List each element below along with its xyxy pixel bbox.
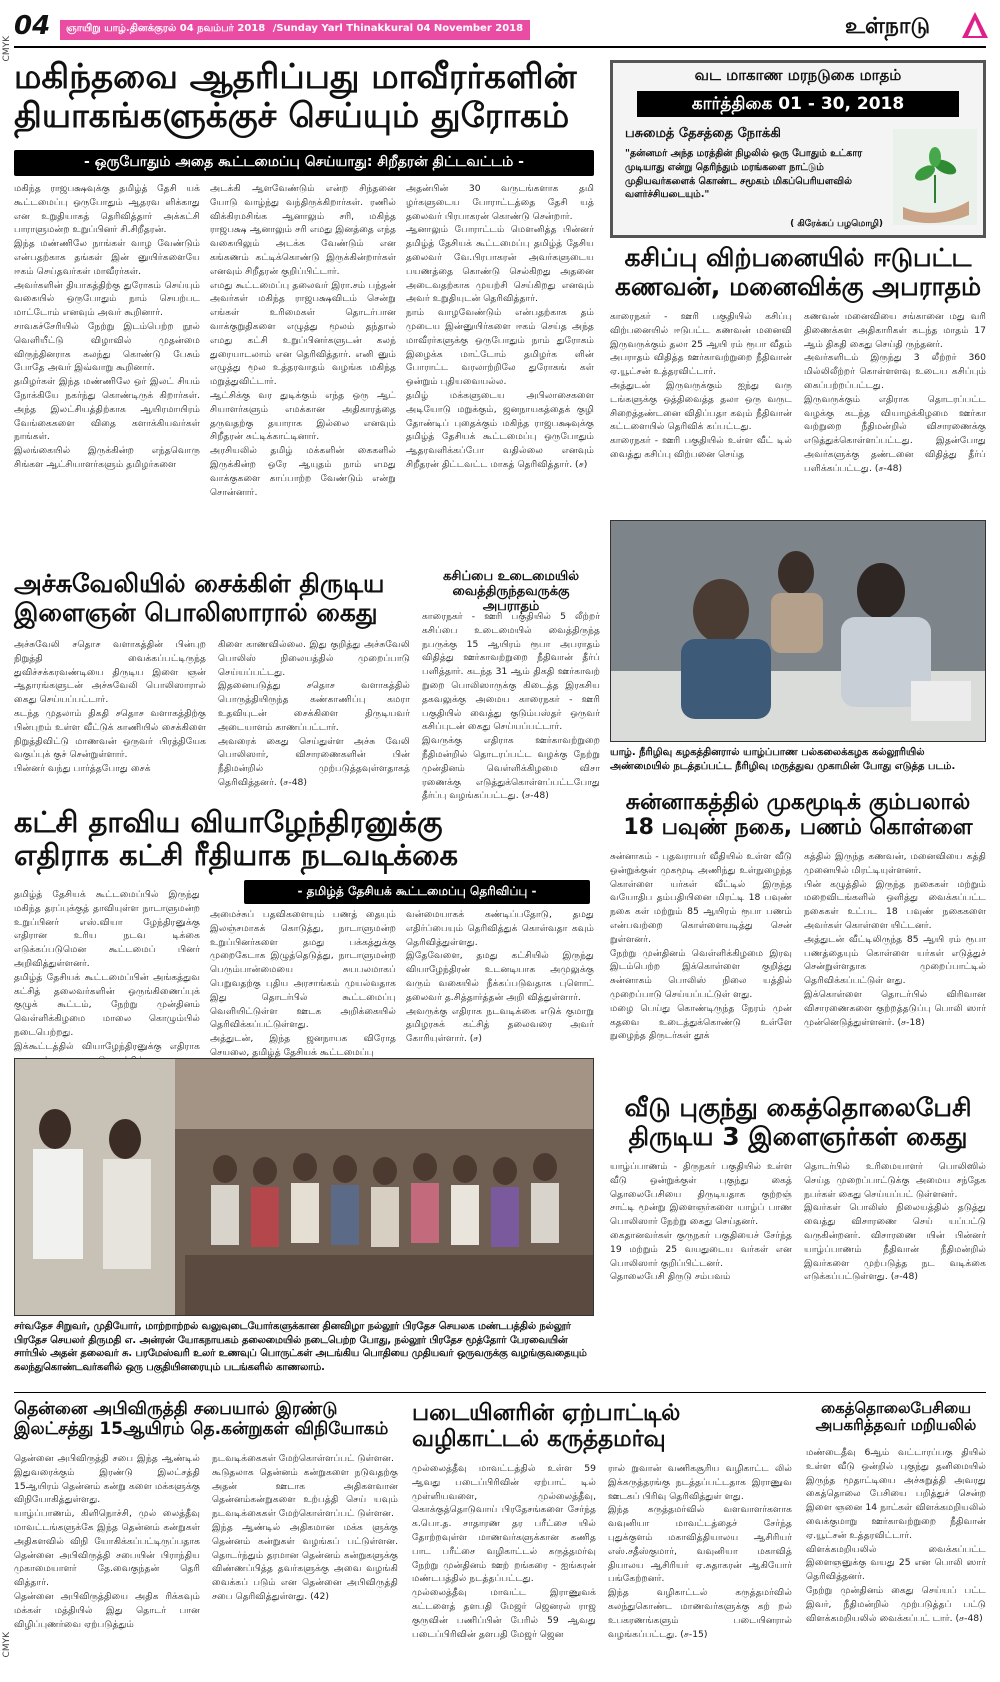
story1-col1: மகிந்த ராஜபக்ஷவுக்கு தமிழ்த் தேசி யக் கூட்டமைப்பு ஒருபோதும் ஆதரவ ளிக்காது என உறுதியாகத் தெரிவித்தார் அக்கட்சி பாராளுமன்ற உறுப்பினர் சி.சிறீதரன். இந்த மண்ணிலே நாங்கள் வாழ வேண்டும் என்பதற்காக தங்கள் இன் னுயிர்களையே ஈகம் செய்தவர்கள் மாவீரர்கள். அவர்களின் தியாகத்திற்கு துரோகம் செய்யும் வகையில் ஒருபோதும் நாம் செயற்பட மாட்டோம் எனவும் அவர் கூறினார். சாவகச்சேரியில் நேற்று இடம்பெற்ற நூல் வெளியீட்டு விழாவில் முதன்மை விருந்தினராக கலந்து கொண்டு பேசும் போதே அவர் இவ்வாறு கூறினார். தமிழர்கள் இந்த மண்ணிலே ஒர் இலட் சியம் நோக்கியே நகர்ந்து கொண்டிருக் கிறார்கள். அந்த இலட்சியத்திற்காக ஆயிரமாயிரம் வேங்கைகளை விதை களாக்கியவர்கள் நாங்கள். இலங்கையில் இருக்கின்ற எந்தவொரு சிங்கள ஆட்சியாளர்களும் தமிழர்களை (14, 183, 200, 470)
story9-headline-line2: வழிகாட்டல் கருத்தமர்வு (412, 1426, 666, 1453)
story-phone-theft-arrest (610, 1094, 986, 1386)
story-coconut-seedlings (14, 1400, 402, 1678)
story8-col1: தென்னை அபிவிருத்தி சபை இந்த ஆண்டில் இதுவரைக்கும் இரண்டு இலட்சத்தி 15ஆயிரம் தென்னம் கன்று களை மக்களுக்கு விநியோகித்துள்ளது. யாழ்ப்பாணம், கிளிநொச்சி, முல் லைத்தீவு மாவட்டங்களுக்கே இந்த தென்னம் கன்றுகள் அதிகளவில் விநி யோகிக்கப்பட்டிருப்பதாக தென்னை அபிவிருத்தி சபையின் பிராந்திய முகாமையாளர் தே.வைகுந்தன் தெரி வித்தார். தென்னை அபிவிருத்தியை அதிக ரிக்கவும் மக்கள் மத்தியில் இது தொடர் பான விழிப்புணர்வை ஏற்படுத்தும் (14, 1453, 200, 1630)
story8-headline (14, 1400, 402, 1439)
story2-headline-line1: கசிப்பு விற்பனையில் ஈடுபட்ட (624, 243, 972, 272)
story2-col2: கணவன் மனைவியை சங்கானை மது வரி திணைக்கள அதிகாரிகள் கடந்த மாதம் 17 ஆம் திகதி கைது செய்தி ருந்தனர். அவர்களிடம் இருந்து 3 லீற்றர் 360 மில்லிலீற்றர் கொள்ளளவு உடைய கசிப்பும் கைப்பற்றப்பட்டது. இருவருக்கும் எதிராக தொடரப்பட்ட வழக்கு கடந்த வியாழக்கிழமை ஊர்கா வற்றுறை நீதிமன்றில் விசாரணைக்கு எடுத்துக்கொள்ளப்பட்டது. இதன்போது அவர்களுக்கு தண்டனை விதித்து தீர்ப் பளிக்கப்பட்டது. (ச-48) (804, 311, 986, 474)
diabetes-camp-caption: யாழ். நீரிழிவு கழகத்தினரால் யாழ்ப்பாண பல்கலைக்கழக கல்லூரியில் அண்மையில் நடத்தப்பட்ட நீரிழிவு மருத்துவ முகாமின் போது எடுத்த படம். (610, 747, 956, 772)
story-liquor-possession-fine (422, 570, 600, 800)
story4-body: காரைநகர் - ஊரி பகுதியில் 5 லீற்றர் கசிப்பை உடைமையில் வைத்திருந்த நபருக்கு 15 ஆயிரம் ரூபா அபராதம் விதித்து ஊர்காவற்றுறை நீதிவான் தீர்ப் பளித்தார். கடந்த 31 ஆம் திகதி ஊர்காவற் றுறை பொலிஸாருக்கு கிடைத்த இரகசிய தகவலுக்கு அமைய காரைநகர் - ஊரி பகுதியில் வைத்து குடும்பஸ்தர் ஒருவர் கசிப்புடன் கைது செய்யப்பட்டார். இவருக்கு எதிராக ஊர்காவற்றுறை நீதிமன்றில் தொடரப்பட்ட வழக்கு நேற்று முன்தினம் வெள்ளிக்கிழமை விசா ரணைக்கு எடுத்துக்கொள்ளப்பட்டபோது தீர்ப்பு வழங்கப்பட்டது. (ச-48) (422, 611, 600, 802)
story3-col1: அச்சுவேலி சதொச வளாகத்தின் பின்புற நிறுத்தி வைக்கப்பட்டிருந்த துவிச்சக்கரவண்டியை திருடிய இளை ஞன் ஆதாரங்களுடன் அச்சுவேலி பொலிஸாரால் கைது செய்யப்பட்டார். கடந்த முதலாம் திகதி சதொச வளாகத்திற்கு பின்புறம் உள்ள வீட்டுக் காணியில் சைக்கிளை நிறுத்திவிட்டு மாணவன் ஒருவர் பிரத்தியேக வகுப்புக் குச் சென்றுள்ளார். பின்னர் வந்து பார்த்தபோது சைக் (14, 639, 206, 775)
story-masked-robbery (610, 790, 986, 1082)
story10-headline-line2: அபகரித்தவர் மறியலில் (815, 1416, 977, 1435)
story10-body: மண்டைதீவு 6ஆம் வட்டாரப்பகு தியில் உள்ள வீடு ஒன்றில் புகுந்து தனிமையில் இருந்த மூதாட்டியை அச்சுறுத்தி அவரது கைத்தொலை பேசியை பறித்துச் சென்ற இளை ஞனை 14 நாட்கள் விளக்கமறியலில் வைக்குமாறு ஊர்காவற்றுறை நீதிவான் ஏ.யூட்சன் உத்தரவிட்டார். விளக்கமறியலில் வைக்கப்பட்ட இளைஞனுக்கு வயது 25 என பொலி ஸார் தெரிவித்தனர். நேற்று முன்தினம் கைது செய்யப் பட்ட இவர், நீதிமன்றில் முற்படுத்தப் பட்டு விளக்கமறியலில் வைக்கப்பட் டார். (ச-48) (806, 1447, 986, 1624)
story5-col2: அமைச்சுப் பதவிகளையும் பணத் தையும் இலஞ்சமாகக் கொடுத்து, நாடாளுமன்ற உறுப்பினர்களை தமது பக்கத்துக்கு முறைகேடாக இழுத்தெடுத்து, நாடாளுமன்ற பெரும்பான்மையை சுயபலமாகப் பெறுவதற்கு புதிய அரசாங்கம் முயல்வதாக இது தொடர்பில் கூட்டமைப்பு வெளியிட்டுள்ள ஊடக அறிக்கையில் தெரிவிக்கப்பட்டுள்ளது. அத்துடன், இந்த ஜனநாயக விரோத செயலை, தமிழ்த் தேசியக் கூட்டமைப்பு (210, 909, 396, 1058)
box-dates: கார்த்திகை 01 - 30, 2018 (637, 91, 959, 117)
story4-headline-line2: வைத்திருந்தவருக்கு அபராதம் (452, 583, 570, 614)
box-subtitle: பசுமைத் தேசத்தை நோக்கி (625, 126, 781, 141)
story5-headline-line1: கட்சி தாவிய வியாழேந்திரனுக்கு (14, 805, 443, 839)
date-line-tamil: ஞாயிறு யாழ்.தினக்குரல் 04 நவம்பர் 2018 (66, 23, 266, 34)
story7-col1: யாழ்ப்பாணம் - திருநகர் பகுதியில் உள்ள வீடு ஒன்றுக்குள் புகுந்து கைத் தொலைபேசியை திருடியதாக குற்றஞ் சாட்டி மூன்று இளைஞர்களை யாழ்ப் பாண பொலிஸார் நேற்று கைது செய்தனர். கைதானவர்கள் குருநகர் பகுதியைச் சேர்ந்த 19 மற்றும் 25 வயதுடைய வர்கள் என பொலிஸார் குறிப்பிட்டனர். தொலைபேசி திருடு சம்பவம் (610, 1161, 792, 1283)
story10-headline-line1: கைத்தொலைபேசியை (820, 1399, 972, 1417)
story6-headline-line2: 18 பவுண் நகை, பணம் கொள்ளை (623, 815, 973, 841)
story5-col1: தமிழ்த் தேசியக் கூட்டமைப்பில் இருந்து மகிந்த தரப்புக்குத் தாவியுள்ள நாடாளுமன்ற உறுப்பினர் எஸ்.வியா ழேந்திரனுக்கு எதிரான உரிய நடவ டிக்கை எடுக்கப்படுமென கூட்டமைப் பினர் அறிவித்துள்ளனர். தமிழ்த் தேசியக் கூட்டமைப்பின் அங்கத்துவ கட்சித் தலைவர்களின் ஒருங்கிணைப்புக் குழுக் கூட்டம், நேற்று முன்தினம் வெள்ளிக்கிழமை மாலை கொழும்பில் நடைபெற்றது. இக்கூட்டத்தில் வியாழேந்திரனுக்கு எதிராக (14, 889, 200, 1052)
story3-headline-line2: இளைஞன் பொலிஸாரால் கைது (14, 597, 378, 627)
box-title: வட மாகாண மரநடுகை மாதம் (694, 66, 902, 84)
story5-headline-line2: எதிராக கட்சி ரீதியாக நடவடிக்கை (14, 838, 459, 873)
date-line-english: /Sunday Yarl Thinakkural 04 November 2018 (272, 23, 524, 34)
diabetes-camp-photo-block (610, 520, 986, 782)
story9-headline-line1: படையினரின் ஏற்பாட்டில் (412, 1400, 681, 1426)
story9-col1: முல்லைத்தீவு மாவட்டத்தில் உள்ள 59 ஆவது படைப்பிரிவின் ஏற்பாட் டில் முள்ளியவளை, முல்லைத்தீவு, கொக்குத்தொடுவாய் பிரதேசங்களை சேர்ந்த க.பொ.த. சாதாரண தர பரீட்சை யில் தோற்றவுள்ள மாணவர்களுக்கான கணித பாட பரீட்சை வழிகாட்டல் கருத்தமர்வு நேற்று முன்தினம் ஊற் றங்கரை - ஐங்கரன் மண்டபத்தில் நடத்தப்பட்டது. முல்லைத்தீவு மாவட்ட இராணுவக் கட்டளைத் தளபதி மேஜர் ஜெனரல் ராஜ குருவின் பணிப்பின் பேரில் 59 ஆவது படைப்பிரிவின் தளபதி மேஜர் ஜென (412, 1463, 596, 1640)
story8-col2: நடவடிக்கைகள் மேற்கொள்ளப்பட் டுள்ளன. கூடுதலாக தென்னம் கன்றுகளை நடுவதற்கு அதன் ஊடாக அதிகளவான தென்னம்கன்றுகளை உற்பத்தி செய் யவும் நடவடிக்கைகள் மேற்கொள்ளப்பட் டுள்ளன. இந்த ஆண்டில் அதிகமான மக்க ளுக்கு தென்னம் கன்றுகள் வழங்கப் பட்டுள்ளன. தொடர்ந்தும் தரமான தென்னம் கன்றுகளுக்கு விண்ணப்பித்த தவர்களுக்கு அவை வழங்கி வைக்கப் படும் என தென்னை அபிவிருத்தி சபை தெரிவித்துள்ளது. (42) (212, 1453, 398, 1602)
story2-headline-line2: கணவன், மனைவிக்கு அபராதம் (614, 271, 982, 301)
box-attribution: ( கிரேக்கப் பழமொழி) (790, 219, 883, 229)
story4-headline-line1: கசிப்பை உடைமையில் (442, 569, 579, 584)
tree-planting-box (610, 60, 986, 238)
sapling-in-hand-icon (893, 129, 977, 225)
date-bar (60, 20, 530, 40)
story9-col2: ரால் றுவான் வணிகசூரிய வழிகாட்ட லில் இக்கருத்தரங்கு நடத்தப்பட்டதாக இராணுவ ஊடகப் பிரிவு தெரிவித்துள் ளது. இந்த கருத்தமர்வில் வளவாளர்களாக வவுனியா மாவட்டத்தைச் சேர்ந்த புதுக்குளம் மகாவித்தியாலய ஆசிரியர் எஸ்.சதீஸ்குமார், வவுனியா மகாவித் தியாலய ஆசிரியர் ஏ.சுதாகரன் ஆகியோர் பங்கேற்றனர். இந்த வழிகாட்டல் கருத்தமர்வில் கலந்துகொண்ட மாணவர்களுக்கு கற் றல் உபகரணங்களும் படையினரால் வழங்கப்பட்டது. (ச-15) (608, 1463, 792, 1640)
story6-col1: சுன்னாகம் - புதவராயர் வீதியில் உள்ள வீடு ஒன்றுக்குள் முகமூடி அணிந்து உள்நுழைந்த கொள்ளை யர்கள் வீட்டில் இருந்த வயோதிப தம்பதியினை மிரட்டி 18 பவுண் நகை கள் மற்றும் 85 ஆயிரம் ரூபா பணம் என்பவற்றை கொள்ளையடித்து சென் றுள்ளனர். நேற்று முன்தினம் வெள்ளிக்கிழமை இரவு இடம்பெற்ற இக்கொள்ளை குறித்து சுன்னாகம் பொலிஸ் நிலை யத்தில் முறைப்பாடு செய்யப்பட்டுள் ளது. மழை பெய்து கொண்டிருந்த நேரம் முன் கதவை உடைத்துக்கொண்டு உள்ளே நுழைந்த திருடர்கள் தூக் (610, 851, 792, 1042)
story1-col3: அதன்பின் 30 வருடங்களாக தமி ழர்களுடைய போராட்டத்தை தேசி யத் தலைவர் பிரபாகரன் கொண்டு சென்றார். ஆனாலும் போராட்டம் மௌனித்த பின்னர் தமிழ்த் தேசியக் கூட்டமைப்பு தமிழ்த் தேசிய தலைவர் வே.பிரபாகரன் அவர்களுடைய பயணத்தை கொண்டு செல்கிறது அதனை அடைவதற்காக முயற்சி செய்கிறது எனவும் அவர் உறுதியுடன் தெரிவித்தார். நாம் வாழவேண்டும் என்பதற்காக தம் முடைய இன்னுயிர்களை ஈகம் செய்த அந்த மாவீரர்களுக்கு ஒருபோதும் நாம் துரோகம் இழைக்க மாட்டோம் தமிழர்க ளின் போராட்ட வரலாற்றிலே துரோகங் கள் ஒன்றும் புதியவையல்ல. தமிழ் மக்களுடைய அபிலாசைகளை அடியோடு மறுக்கும், ஜனநாயகத்தைக் குழி தோண்டிப் புதைக்கும் மகிந்த ராஜபக்ஷவுக்கு தமிழ்த் தேசியக் கூட்டமைப்பு ஒருபோதும் ஆதரவளிக்கப்போ வதில்லை எனவும் சிறீதரன் திட்டவட்ட மாகத் தெரிவித்தார். (ச) (406, 183, 594, 470)
story9-headline (412, 1400, 796, 1453)
story3-headline-line1: அச்சுவேலியில் சைக்கிள் திருடிய (14, 569, 385, 598)
story7-headline-line2: திருடிய 3 இளைஞர்கள் கைது (628, 1121, 968, 1151)
section-title: உள்நாடு (845, 14, 931, 39)
story3-col2: கிளை காணவில்லை. இது குறித்து அச்சுவேலி பொலிஸ் நிலையத்தில் முறைப்பாடு செய்யப்பட்டது. இதனையடுத்து சதொச வளாகத்தில் பொருத்தியிருந்த கண்காணிப்பு கமரா உதவியுடன் சைக்கிளை திருடியவர் அடையாளம் காணப்பட்டார். அவரைக் கைது செய்துள்ள அச்சு வேலி பொலிஸார், விசாரணைகளின் பின் நீதிமன்றில் முற்படுத்தவுள்ளதாகத் தெரிவித்தனர். (ச-48) (218, 639, 410, 788)
story6-headline (610, 790, 986, 841)
page-number: 04 (14, 11, 51, 41)
story1-headline-line2: தியாகங்களுக்குச் செய்யும் துரோகம் (14, 96, 570, 137)
story-illicit-liquor-fine (610, 244, 986, 512)
section-rule (14, 1392, 986, 1393)
story1-headline (14, 58, 594, 136)
story1-kicker: - ஒருபோதும் அதை கூட்டமைப்பு செய்யாது: சிறீதரன் திட்டவட்டம் - (14, 150, 594, 176)
story8-headline-line1: தென்னை அபிவிருத்தி சபையால் இரண்டு (14, 1399, 338, 1419)
story1-col2: அடக்கி ஆளவேண்டும் என்ற சிந்தனை யோடு வாழ்ந்து வந்திருக்கிறார்கள். ரணில் விக்கிரமசிங்க ஆனாலும் சரி, மகிந்த ராஜபக்ஷ ஆனாலும் சரி எமது இனத்தை எந்த வகையிலும் அடக்க வேண்டும் என கங்கணம் கட்டிக்கொண்டு இருக்கின்றார்கள் எனவும் சிறீதரன் குறிப்பிட்டார். எமது கூட்டமைப்பு தலைவர் இரா.சம் பந்தன் அவர்கள் மகிந்த ராஜபக்ஷவிடம் சென்று எங்கள் உரிமைகள் தொடர்பான வாக்குறுதிகளை எழுத்து மூலம் தந்தால் எமது கட்சி உறுப்பினர்களுடன் கலந் துரையாடலாம் என தெரிவித்தார். எனி னும் எழுத்து மூல உத்தரவாதம் வழங்க மகிந்த மறுத்துவிட்டார். ஆட்சிக்கு வர துடிக்கும் எந்த ஒரு ஆட் சியாளர்களும் எமக்கான அதிகாரத்தை தருவதற்கு தயாராக இல்லை எனவும் சிறீதரன் சுட்டிக்காட்டினார். அரசியலில் தமிழ் மக்களின் கைகளில் இருக்கின்ற ஒரே ஆயுதம் நாம் எமது வாக்குகளை காப்பாற்ற வேண்டும் என்று சொன்னார். (210, 183, 396, 498)
cmyk-mark-bottom: CMYK (2, 1632, 12, 1658)
cmyk-mark-top: CMYK (2, 36, 12, 62)
elders-day-caption: சர்வதேச சிறுவர், முதியோர், மாற்றாற்றல் வலுவுடையோர்களுக்கான தினவிழா நல்லூர் பிரதேச செயலக மண்டபத்தில் நல்லூர் பிரதேச செயலர் திருமதி எ. அன்ரன் யோகநாயகம் தலைமையில் நடைபெற்ற போது, நல்லூர் பிரதேச மூத்தோர் பேரவையின் சார்பில் அதன் தலைவர் சு. பரமேஸ்வரி உலர் உணவுப் பொருட்கள் அடங்கிய பொதியை முதியவர் ஒருவருக்கு வழங்குவதையும் கலந்துகொண்டவர்களில் ஒரு பகுதியினரையும் படங்களில் காணலாம். (14, 1321, 587, 1374)
story8-headline-line2: இலட்சத்து 15ஆயிரம் தெ.கன்றுகள் விநியோகம் (14, 1418, 389, 1439)
story4-headline (422, 570, 600, 615)
story-mahinda-support (14, 58, 594, 568)
elders-day-photo-block (14, 1058, 594, 1386)
story7-headline-line1: வீடு புகுந்து கைத்தொலைபேசி (624, 1093, 972, 1122)
story2-headline (610, 244, 986, 302)
masthead (0, 0, 1000, 52)
story-army-seminar (412, 1400, 796, 1678)
story6-headline-line1: சுன்னாகத்தில் முகமூடிக் கும்பலால் (625, 790, 971, 815)
elders-day-photo (14, 1058, 594, 1316)
box-quote: "தன்னமர் அந்த மரத்தின் நிழலில் ஒரு போதும் உட்கார முடியாது என்று தெரிந்தும் மரங்களை நாட்டும் முதியவர்களைக் கொண்ட சமூகம் மிகப்பெரியளவில் வளர்ச்சியடையும்." (625, 148, 863, 201)
story-bicycle-theft (14, 570, 414, 800)
story7-headline (610, 1094, 986, 1152)
story5-col3: வன்மையாகக் கண்டிப்பதோடு, தமது எதிர்ப்பையும் தெரிவித்துக் கொள்வதா கவும் தெரிவித்துள்ளது. இதேவேளை, தமது கட்சியில் இருந்து வியாழேந்திரன் உடனடியாக அமுலுக்கு வரும் வகையில் நீக்கப்படுவதாக புளொட் தலைவர் த.சித்தார்த்தன் அறி வித்துள்ளார். அவருக்கு எதிராக நடவடிக்கை எடுக் குமாறு தமிழரசுக் கட்சித் தலைவரை அவர் கோரியுள்ளார். (ச) (406, 909, 594, 1045)
story6-col2: கத்தில் இருந்த கணவன், மனைவியை கத்தி முனையில் மிரட்டியுள்ளனர். பின் கழுத்தில் இருந்த நகைகள் மற்றும் மறைவிடங்களில் ஒளித்து வைக்கப்பட்ட நகைகள் உட்பட 18 பவுண் நகைகளை அவர்கள் கொள்ளை யிட்டனர். அத்துடன் வீட்டிலிருந்த 85 ஆயி ரம் ரூபா பணத்தையும் கொள்ளை யர்கள் எடுத்துச் சென்றுள்ளதாக முறைப்பாட்டில் தெரிவிக்கப்பட்டுள் ளது. இக்கொள்ளை தொடர்பில் விரிவான விசாரணைகளை குற்றத்தடுப்பு பொலி ஸார் முன்னெடுத்துள்ளனர். (ச-18) (804, 851, 986, 1028)
masthead-rule (14, 46, 986, 48)
story2-col1: காரைநகர் - ஊரி பகுதியில் கசிப்பு விற்பனையில் ஈடுபட்ட கணவன் மனைவி இருவருக்கும் தலா 25 ஆயி ரம் ரூபா வீதம் அபராதம் விதித்த ஊர்காவற்றுறை நீதிவான் ஏ.யூட்சன் உத்தரவிட்டார். அத்துடன் இருவருக்கும் ஐந்து வரு டங்களுக்கு ஒத்திவைத்த தலா ஒரு வருட சிறைத்தண்டனை விதிப்பதா கவும் நீதிவான் கட்டளையில் தெரிவிக் கப்பட்டது. காரைநகர் - ஊரி பகுதியில் உள்ள வீட் டில் வைத்து கசிப்பு விற்பனை செய்த (610, 311, 792, 460)
section-logo-icon (960, 10, 990, 40)
story-party-action-viyalendran (14, 805, 594, 1058)
story5-kicker: - தமிழ்த் தேசியக் கூட்டமைப்பு தெரிவிப்பு - (244, 880, 590, 904)
story5-headline (14, 806, 594, 873)
diabetes-camp-photo (610, 520, 986, 742)
story-phone-snatcher-remand (806, 1400, 986, 1678)
story1-headline-line1: மகிந்தவை ஆதரிப்பது மாவீரர்களின் (14, 57, 577, 97)
story3-headline (14, 570, 414, 628)
story7-col2: தொடர்பில் உரிமையாளர் பொலிஸில் செய்த முறைப்பாட்டுக்கு அமைய சந்தேக நபர்கள் கைது செய்யப்பட் டுள்ளனர். இவர்கள் பொலிஸ் நிலையத்தில் தடுத்து வைத்து விசாரணை செய் யப்பட்டு வருகின்றனர். விசாரணை யின் பின்னர் யாழ்ப்பாணம் நீதிவான் நீதிமன்றில் இவர்களை முற்படுத்த நட வடிக்கை எடுக்கப்பட்டுள்ளது. (ச-48) (804, 1161, 986, 1283)
story10-headline (806, 1400, 986, 1435)
